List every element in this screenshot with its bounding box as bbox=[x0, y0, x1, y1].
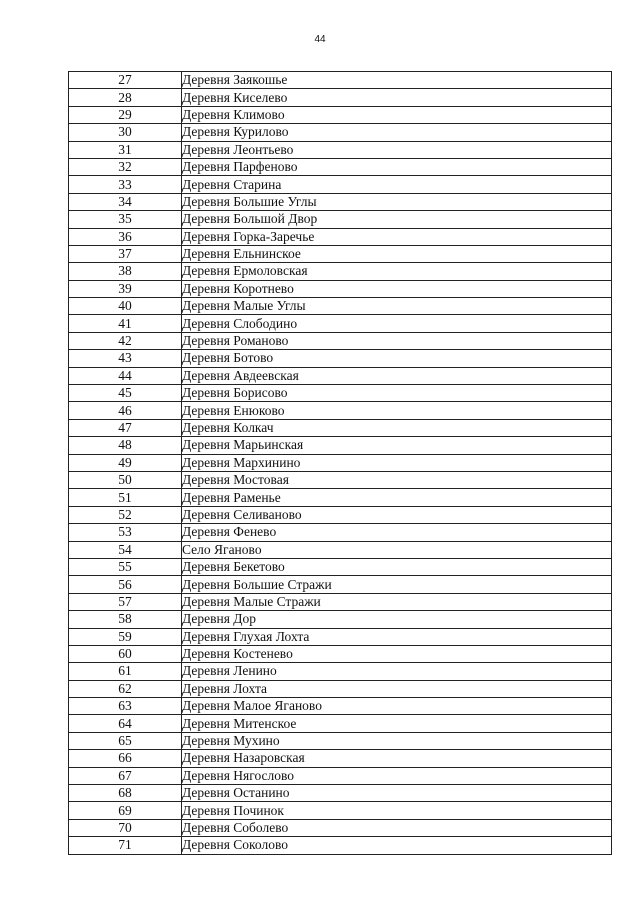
settlement-name: Деревня Старина bbox=[182, 176, 612, 193]
settlement-name: Деревня Борисово bbox=[182, 385, 612, 402]
row-number: 42 bbox=[69, 332, 182, 349]
table-row bbox=[69, 402, 612, 419]
table-row bbox=[69, 419, 612, 436]
table-row bbox=[69, 628, 612, 645]
row-number: 61 bbox=[69, 663, 182, 680]
table-row bbox=[69, 72, 612, 89]
row-number: 44 bbox=[69, 367, 182, 384]
table-row bbox=[69, 819, 612, 836]
row-number: 31 bbox=[69, 141, 182, 158]
table-row bbox=[69, 558, 612, 575]
settlement-name: Деревня Колкач bbox=[182, 419, 612, 436]
settlement-name: Деревня Курилово bbox=[182, 124, 612, 141]
page-number: 44 bbox=[314, 34, 326, 45]
settlement-name: Деревня Климово bbox=[182, 106, 612, 123]
row-number: 65 bbox=[69, 732, 182, 749]
settlement-name: Деревня Бекетово bbox=[182, 558, 612, 575]
table-row bbox=[69, 593, 612, 610]
row-number: 39 bbox=[69, 280, 182, 297]
settlement-name: Деревня Костенево bbox=[182, 645, 612, 662]
settlement-name: Деревня Марьинская bbox=[182, 437, 612, 454]
row-number: 70 bbox=[69, 819, 182, 836]
table-row bbox=[69, 454, 612, 471]
table-row bbox=[69, 193, 612, 210]
row-number: 45 bbox=[69, 385, 182, 402]
table-row bbox=[69, 489, 612, 506]
settlement-name: Деревня Малое Яганово bbox=[182, 698, 612, 715]
settlement-name: Деревня Починок bbox=[182, 802, 612, 819]
settlement-name: Деревня Малые Углы bbox=[182, 298, 612, 315]
table-row bbox=[69, 315, 612, 332]
table-row bbox=[69, 524, 612, 541]
table-row bbox=[69, 437, 612, 454]
row-number: 57 bbox=[69, 593, 182, 610]
settlement-name: Деревня Ботово bbox=[182, 350, 612, 367]
row-number: 67 bbox=[69, 767, 182, 784]
table-row bbox=[69, 280, 612, 297]
row-number: 47 bbox=[69, 419, 182, 436]
row-number: 34 bbox=[69, 193, 182, 210]
row-number: 53 bbox=[69, 524, 182, 541]
settlement-name: Деревня Леонтьево bbox=[182, 141, 612, 158]
table-row bbox=[69, 645, 612, 662]
table-row bbox=[69, 298, 612, 315]
table-row bbox=[69, 471, 612, 488]
table-row bbox=[69, 698, 612, 715]
table-row bbox=[69, 176, 612, 193]
table-row bbox=[69, 715, 612, 732]
row-number: 36 bbox=[69, 228, 182, 245]
settlement-name: Деревня Заякошье bbox=[182, 72, 612, 89]
row-number: 54 bbox=[69, 541, 182, 558]
row-number: 50 bbox=[69, 471, 182, 488]
settlement-name: Деревня Парфеново bbox=[182, 158, 612, 175]
row-number: 41 bbox=[69, 315, 182, 332]
settlement-name: Деревня Большие Углы bbox=[182, 193, 612, 210]
row-number: 29 bbox=[69, 106, 182, 123]
settlement-name: Деревня Ермоловская bbox=[182, 263, 612, 280]
settlement-name: Деревня Слободино bbox=[182, 315, 612, 332]
table-row bbox=[69, 767, 612, 784]
row-number: 62 bbox=[69, 680, 182, 697]
table-row bbox=[69, 245, 612, 262]
table-row bbox=[69, 158, 612, 175]
row-number: 58 bbox=[69, 611, 182, 628]
table-row bbox=[69, 106, 612, 123]
row-number: 48 bbox=[69, 437, 182, 454]
row-number: 35 bbox=[69, 211, 182, 228]
row-number: 38 bbox=[69, 263, 182, 280]
table-row bbox=[69, 124, 612, 141]
row-number: 46 bbox=[69, 402, 182, 419]
row-number: 64 bbox=[69, 715, 182, 732]
table-row bbox=[69, 541, 612, 558]
row-number: 27 bbox=[69, 72, 182, 89]
table-row bbox=[69, 750, 612, 767]
settlement-name: Деревня Лохта bbox=[182, 680, 612, 697]
settlement-name: Село Яганово bbox=[182, 541, 612, 558]
settlement-name: Деревня Мостовая bbox=[182, 471, 612, 488]
row-number: 55 bbox=[69, 558, 182, 575]
row-number: 33 bbox=[69, 176, 182, 193]
row-number: 28 bbox=[69, 89, 182, 106]
settlement-name: Деревня Киселево bbox=[182, 89, 612, 106]
table-row bbox=[69, 350, 612, 367]
table-row bbox=[69, 837, 612, 854]
settlement-name: Деревня Фенево bbox=[182, 524, 612, 541]
table-row bbox=[69, 385, 612, 402]
table-row bbox=[69, 263, 612, 280]
settlement-name: Деревня Соболево bbox=[182, 819, 612, 836]
row-number: 52 bbox=[69, 506, 182, 523]
row-number: 71 bbox=[69, 837, 182, 854]
table-body bbox=[69, 72, 612, 855]
table-row bbox=[69, 576, 612, 593]
settlement-name: Деревня Мухино bbox=[182, 732, 612, 749]
row-number: 30 bbox=[69, 124, 182, 141]
row-number: 40 bbox=[69, 298, 182, 315]
settlement-name: Деревня Ленино bbox=[182, 663, 612, 680]
row-number: 63 bbox=[69, 698, 182, 715]
row-number: 49 bbox=[69, 454, 182, 471]
row-number: 56 bbox=[69, 576, 182, 593]
table-row bbox=[69, 332, 612, 349]
settlement-name: Деревня Большие Стражи bbox=[182, 576, 612, 593]
settlement-name: Деревня Романово bbox=[182, 332, 612, 349]
row-number: 51 bbox=[69, 489, 182, 506]
settlement-name: Деревня Малые Стражи bbox=[182, 593, 612, 610]
table-row bbox=[69, 367, 612, 384]
row-number: 43 bbox=[69, 350, 182, 367]
table-row bbox=[69, 228, 612, 245]
table-row bbox=[69, 211, 612, 228]
table-row bbox=[69, 89, 612, 106]
table-row bbox=[69, 141, 612, 158]
settlement-name: Деревня Глухая Лохта bbox=[182, 628, 612, 645]
row-number: 69 bbox=[69, 802, 182, 819]
row-number: 32 bbox=[69, 158, 182, 175]
row-number: 37 bbox=[69, 245, 182, 262]
settlement-name: Деревня Нягослово bbox=[182, 767, 612, 784]
settlement-name: Деревня Горка-Заречье bbox=[182, 228, 612, 245]
table-row bbox=[69, 802, 612, 819]
settlements-table bbox=[68, 71, 612, 855]
table-row bbox=[69, 732, 612, 749]
row-number: 68 bbox=[69, 785, 182, 802]
settlement-name: Деревня Авдеевская bbox=[182, 367, 612, 384]
settlement-name: Деревня Селиваново bbox=[182, 506, 612, 523]
table-row bbox=[69, 785, 612, 802]
settlement-name: Деревня Останино bbox=[182, 785, 612, 802]
settlement-name: Деревня Митенское bbox=[182, 715, 612, 732]
row-number: 60 bbox=[69, 645, 182, 662]
row-number: 66 bbox=[69, 750, 182, 767]
table-row bbox=[69, 611, 612, 628]
settlement-name: Деревня Соколово bbox=[182, 837, 612, 854]
settlement-name: Деревня Мархинино bbox=[182, 454, 612, 471]
table-row bbox=[69, 506, 612, 523]
settlement-name: Деревня Коротнево bbox=[182, 280, 612, 297]
row-number: 59 bbox=[69, 628, 182, 645]
settlement-name: Деревня Енюково bbox=[182, 402, 612, 419]
table-row bbox=[69, 663, 612, 680]
settlement-name: Деревня Назаровская bbox=[182, 750, 612, 767]
settlement-name: Деревня Раменье bbox=[182, 489, 612, 506]
settlement-name: Деревня Дор bbox=[182, 611, 612, 628]
settlement-name: Деревня Большой Двор bbox=[182, 211, 612, 228]
settlement-name: Деревня Ельнинское bbox=[182, 245, 612, 262]
table-row bbox=[69, 680, 612, 697]
